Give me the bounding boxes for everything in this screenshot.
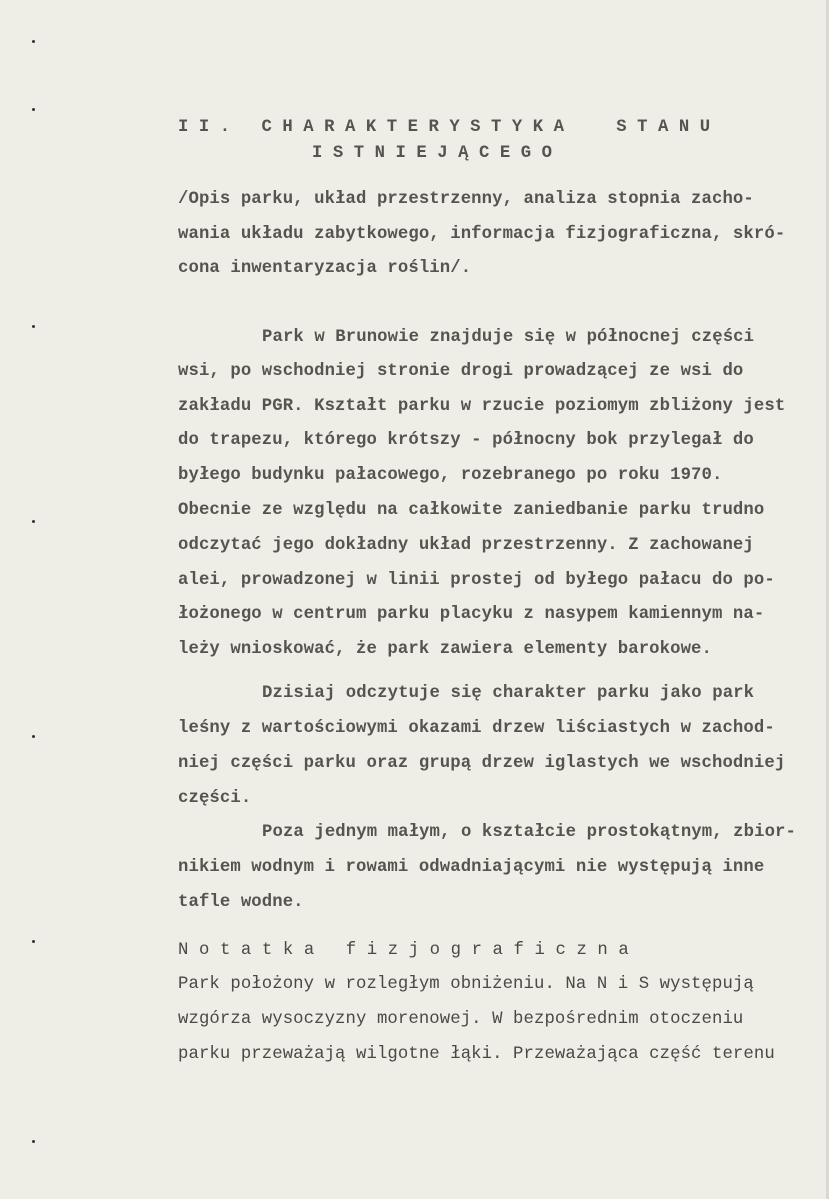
binding-hole-mark <box>32 40 35 43</box>
heading-line-1: II. CHARAKTERYSTYKA STANU <box>178 118 721 137</box>
text-line: części. <box>178 789 252 808</box>
text-line: wsi, po wschodniej stronie drogi prowadzącej ze wsi do <box>178 362 744 381</box>
binding-hole-mark <box>32 735 35 738</box>
text-line: leży wnioskować, że park zawiera elementy barokowe. <box>178 640 712 659</box>
binding-hole-mark <box>32 325 35 328</box>
text-line: cona inwentaryzacja roślin/. <box>178 259 472 278</box>
text-line: niej części parku oraz grupą drzew iglastych we wschodniej <box>178 754 786 773</box>
text-line: byłego budynku pałacowego, rozebranego po roku 1970. <box>178 466 723 485</box>
text-line: odczytać jego dokładny układ przestrzenny. Z zachowanej <box>178 536 754 555</box>
text-line: leśny z wartościowymi okazami drzew liściastych w zachod- <box>178 719 775 738</box>
text-line: Park w Brunowie znajduje się w północnej części <box>262 328 755 347</box>
text-line: tafle wodne. <box>178 893 304 912</box>
text-line: wzgórza wysoczyzny morenowej. W bezpośrednim otoczeniu <box>178 1010 744 1029</box>
text-line: do trapezu, którego krótszy - północny bok przylegał do <box>178 431 754 450</box>
text-line: /Opis parku, układ przestrzenny, analiza stopnia zacho- <box>178 190 754 209</box>
text-line: wania układu zabytkowego, informacja fizjograficzna, skró- <box>178 225 786 244</box>
text-line: zakładu PGR. Kształt parku w rzucie poziomym zbliżony jest <box>178 397 786 416</box>
text-line: parku przeważają wilgotne łąki. Przeważająca część terenu <box>178 1045 775 1064</box>
binding-hole-mark <box>32 1140 35 1143</box>
binding-hole-mark <box>32 940 35 943</box>
binding-hole-mark <box>32 520 35 523</box>
text-line: Park położony w rozległym obniżeniu. Na N i S występują <box>178 975 754 994</box>
text-line: Poza jednym małym, o kształcie prostokątnym, zbior- <box>262 823 796 842</box>
note-title: Notatka fizjograficzna <box>178 941 640 960</box>
text-line: alei, prowadzonej w linii prostej od byłego pałacu do po- <box>178 571 775 590</box>
text-line: Dzisiaj odczytuje się charakter parku jako park <box>262 684 755 703</box>
text-line: łożonego w centrum parku placyku z nasypem kamiennym na- <box>178 605 765 624</box>
heading-line-2: ISTNIEJĄCEGO <box>312 144 563 163</box>
text-line: nikiem wodnym i rowami odwadniającymi nie występują inne <box>178 858 765 877</box>
binding-hole-mark <box>32 108 35 111</box>
text-line: Obecnie ze względu na całkowite zaniedbanie parku trudno <box>178 501 765 520</box>
